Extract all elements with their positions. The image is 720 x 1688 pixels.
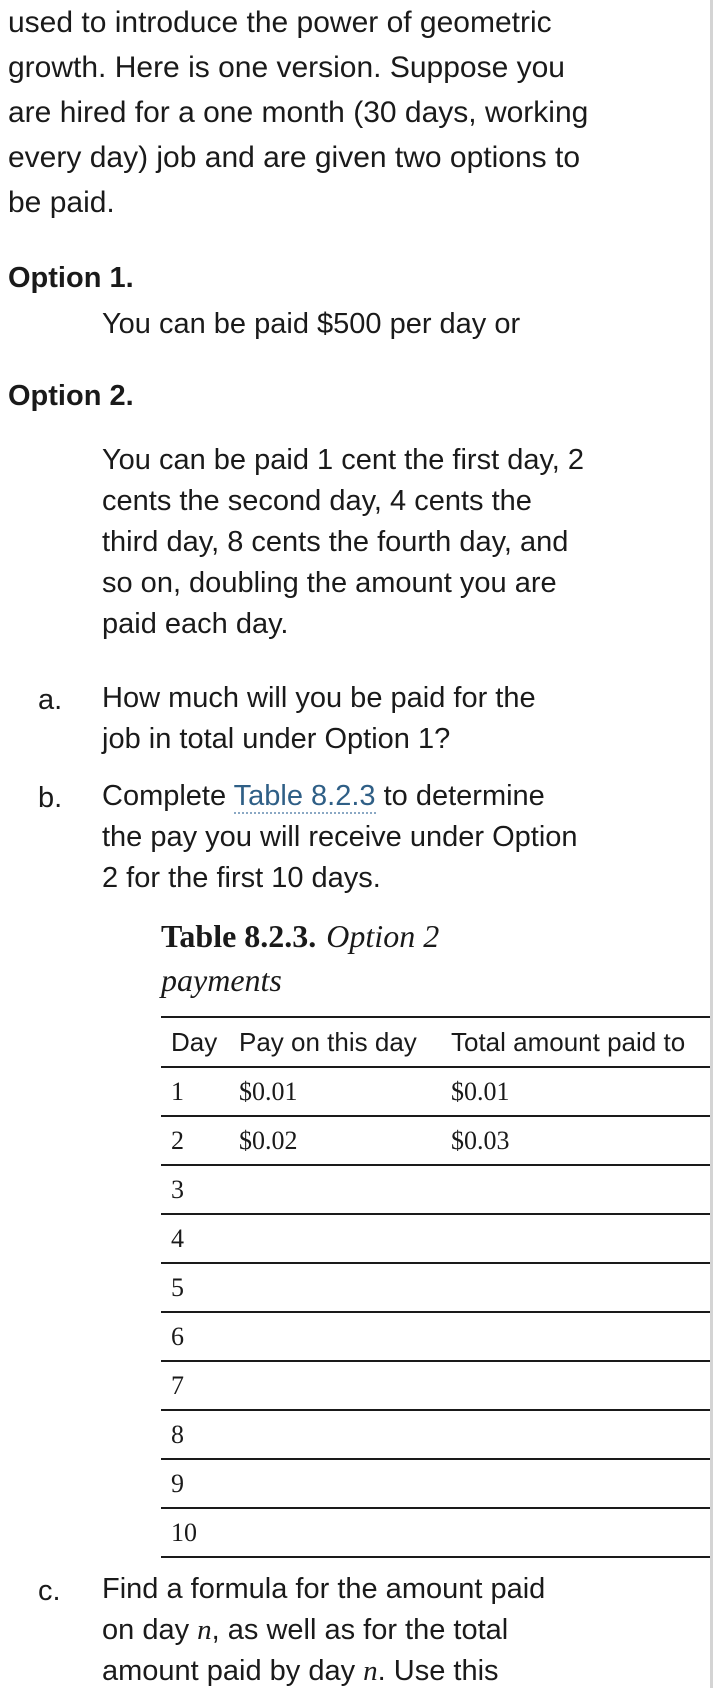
table-row — [161, 1067, 713, 1116]
question-b-text — [102, 776, 702, 899]
cell-day: 2 — [161, 1116, 239, 1165]
option2-heading: Option 2. — [8, 380, 134, 412]
cell-day: 6 — [161, 1312, 239, 1361]
cell-pay — [239, 1312, 451, 1361]
question-b-letter: b. — [38, 782, 63, 814]
question-b-suffix: to determine — [375, 780, 545, 812]
table-caption-title: Option 2 — [326, 918, 440, 954]
cell-pay — [239, 1214, 451, 1263]
table-row — [161, 1165, 713, 1214]
cell-total — [451, 1459, 713, 1508]
question-b-line — [102, 776, 702, 817]
cell-day: 10 — [161, 1508, 239, 1557]
question-c-text-part: amount paid by day — [102, 1655, 364, 1687]
question-c-line: Find a formula for the amount paid — [102, 1573, 546, 1605]
cell-day: 5 — [161, 1263, 239, 1312]
cell-day: 4 — [161, 1214, 239, 1263]
question-a-letter: a. — [38, 684, 63, 716]
variable-n: n — [363, 1655, 378, 1687]
question-b-line: the pay you will receive under Option — [102, 821, 578, 853]
cell-total — [451, 1361, 713, 1410]
cell-pay — [239, 1165, 451, 1214]
table-row — [161, 1312, 713, 1361]
header-total-paid: Total amount paid to — [451, 1017, 713, 1067]
intro-line: be paid. — [8, 186, 115, 219]
cell-total — [451, 1165, 713, 1214]
question-a-line: How much will you be paid for the — [102, 682, 536, 714]
question-b-line: 2 for the first 10 days. — [102, 862, 381, 894]
table-row — [161, 1263, 713, 1312]
option2-line: cents the second day, 4 cents the — [102, 485, 532, 517]
intro-line: used to introduce the power of geometric — [8, 6, 552, 39]
table-row — [161, 1508, 713, 1557]
cell-total — [451, 1312, 713, 1361]
question-c-line — [102, 1610, 702, 1651]
table-caption-title-continued: payments — [161, 962, 282, 998]
cell-pay — [239, 1508, 451, 1557]
question-c-text-part: . Use this — [377, 1655, 499, 1687]
cell-total — [451, 1410, 713, 1459]
intro-paragraph — [8, 0, 698, 225]
table-caption-line — [161, 914, 581, 958]
cell-day: 8 — [161, 1410, 239, 1459]
table-row — [161, 1459, 713, 1508]
table-reference-link[interactable]: Table 8.2.3 — [233, 780, 376, 812]
cell-total: $0.01 — [451, 1067, 713, 1116]
option2-line: paid each day. — [102, 608, 289, 640]
question-a-line: job in total under Option 1? — [102, 723, 451, 755]
question-b-prefix: Complete — [102, 780, 234, 812]
table-row — [161, 1116, 713, 1165]
variable-n: n — [197, 1614, 212, 1646]
table-caption — [161, 914, 581, 1002]
option2-line: You can be paid 1 cent the first day, 2 — [102, 444, 585, 476]
cell-pay — [239, 1459, 451, 1508]
table-header-row — [161, 1017, 713, 1067]
cell-total — [451, 1508, 713, 1557]
cell-day: 1 — [161, 1067, 239, 1116]
cell-pay — [239, 1263, 451, 1312]
table-row — [161, 1361, 713, 1410]
cell-day: 3 — [161, 1165, 239, 1214]
table-row — [161, 1410, 713, 1459]
cell-day: 7 — [161, 1361, 239, 1410]
cell-total — [451, 1263, 713, 1312]
question-c-letter: c. — [38, 1575, 61, 1607]
option2-text — [102, 440, 702, 645]
cell-pay — [239, 1410, 451, 1459]
question-c-text-part: , as well as for the total — [211, 1614, 509, 1646]
table-caption-number: Table 8.2.3. — [161, 918, 317, 954]
question-c-text-part: on day — [102, 1614, 198, 1646]
question-c-line — [102, 1651, 702, 1688]
cell-total: $0.03 — [451, 1116, 713, 1165]
cell-pay: $0.01 — [239, 1067, 451, 1116]
question-a-text — [102, 678, 702, 760]
table-row — [161, 1214, 713, 1263]
cell-total — [451, 1214, 713, 1263]
question-c-text — [102, 1569, 702, 1688]
cell-pay — [239, 1361, 451, 1410]
cell-pay: $0.02 — [239, 1116, 451, 1165]
intro-line: every day) job and are given two options to — [8, 141, 581, 174]
intro-line: are hired for a one month (30 days, working — [8, 96, 589, 129]
cell-day: 9 — [161, 1459, 239, 1508]
header-day: Day — [161, 1017, 239, 1067]
intro-line: growth. Here is one version. Suppose you — [8, 51, 565, 84]
header-pay-on-day: Pay on this day — [239, 1017, 451, 1067]
option2-line: third day, 8 cents the fourth day, and — [102, 526, 569, 558]
option1-heading: Option 1. — [8, 262, 134, 294]
payment-table — [161, 1016, 713, 1558]
option2-line: so on, doubling the amount you are — [102, 567, 557, 599]
option1-text: You can be paid $500 per day or — [102, 308, 521, 340]
